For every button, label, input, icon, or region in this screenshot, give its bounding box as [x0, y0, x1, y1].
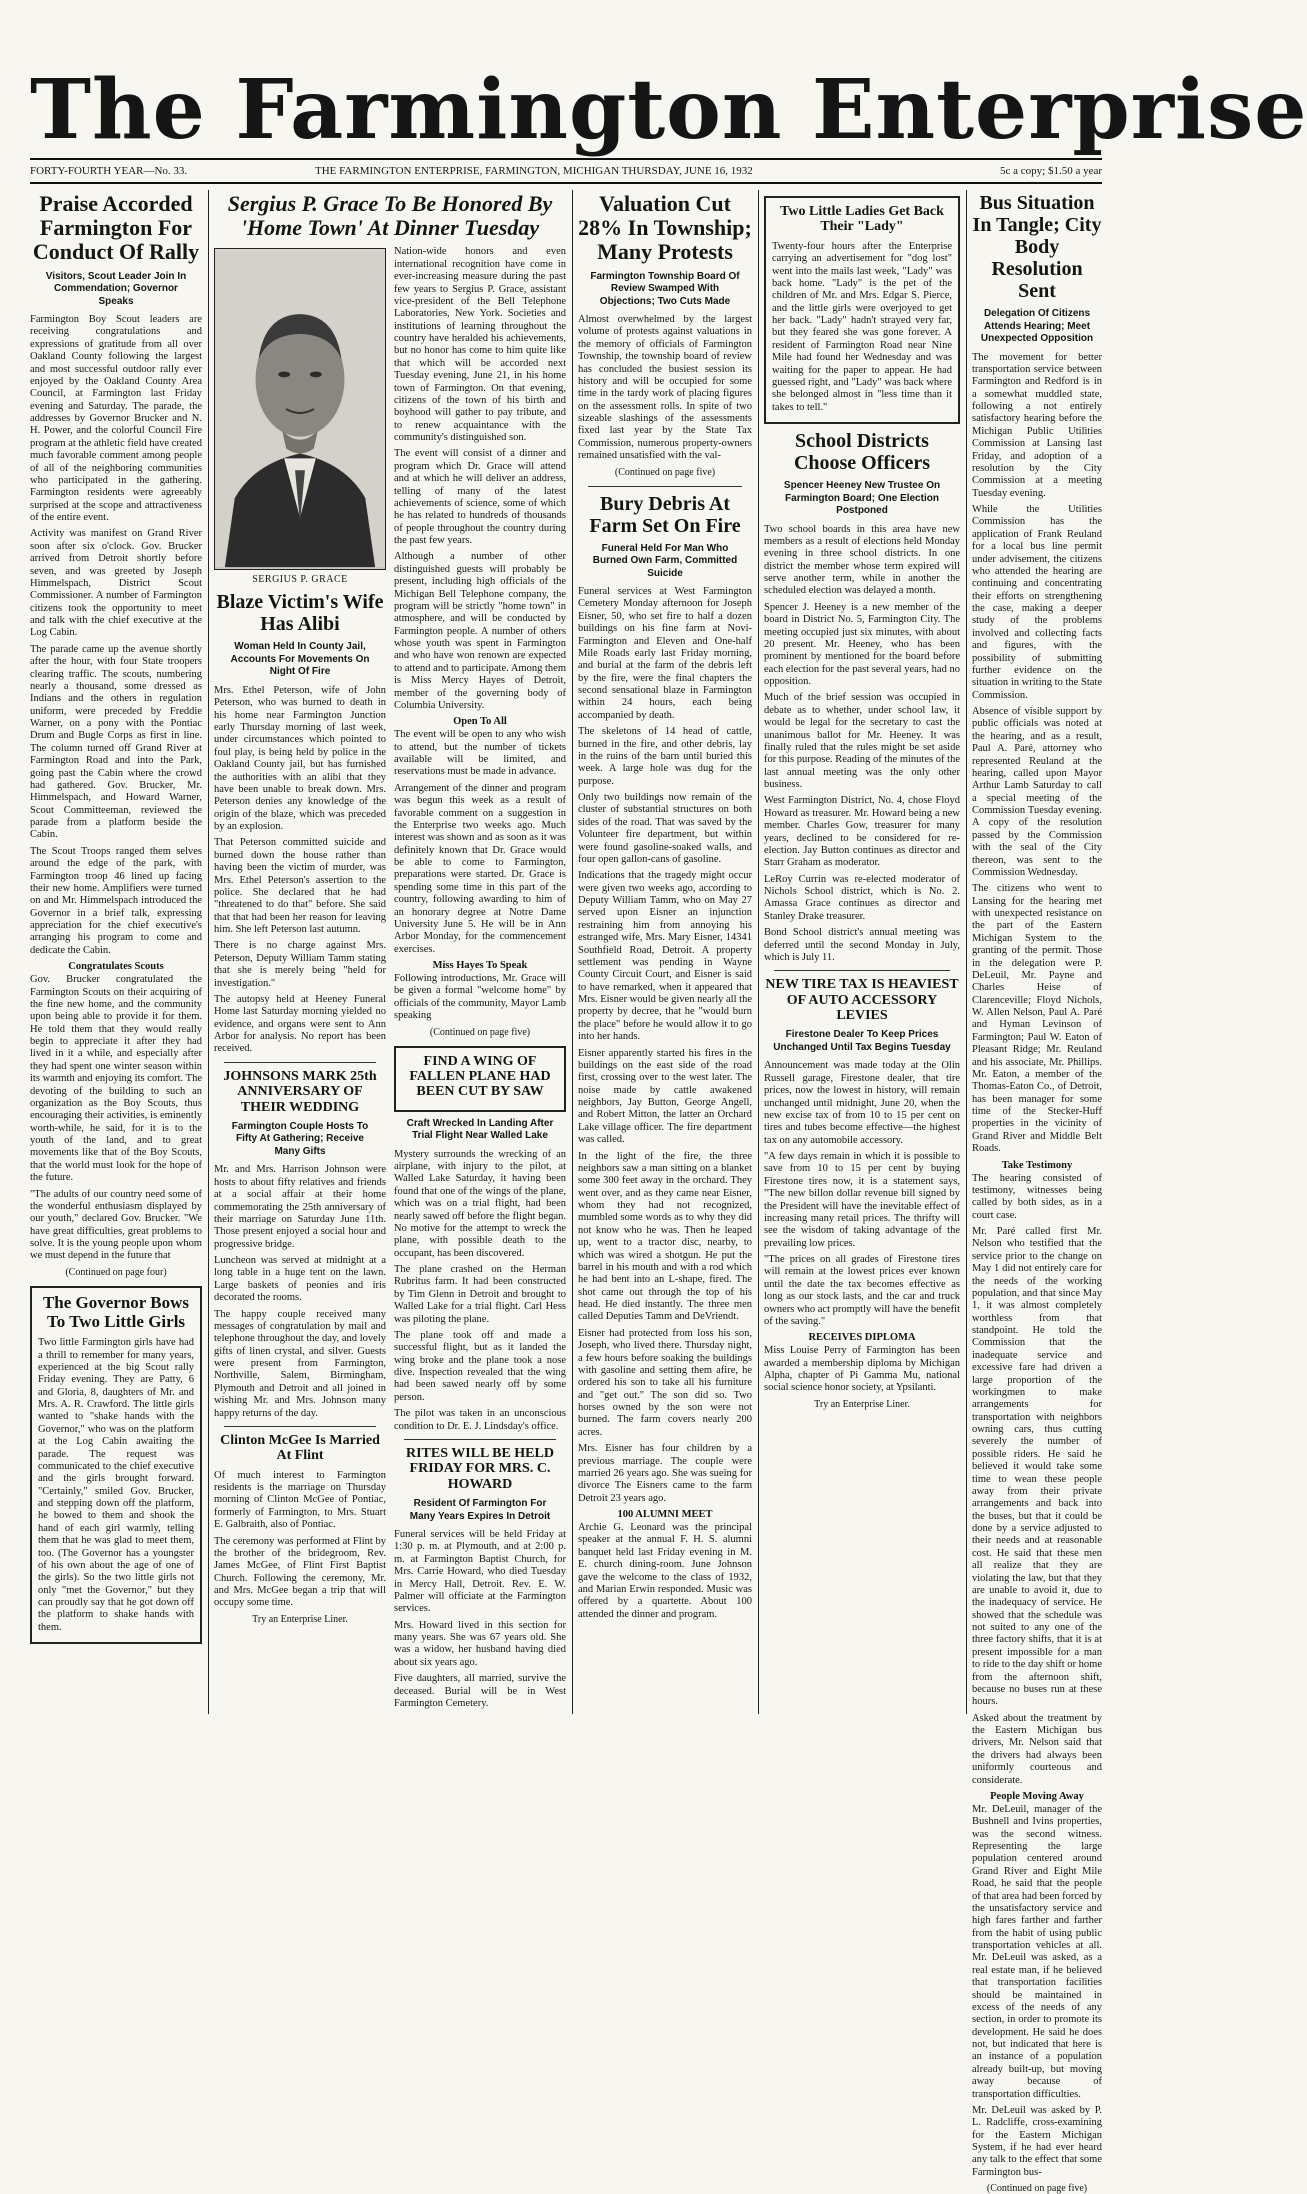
article-paragraph: Twenty-four hours after the Enterprise carrying an advertisement for "dog lost" went into the mails last week, "Lady" was back home. "Lady" is the pet of the children of Mr. and Mrs. Edgar S. Pierce, and the little girls were overjoyed to get her back. "Lady" hadn't strayed very far, but they feared she was gone forever. A resident of Farmington Road near Nine Mile had found her Wednesday and was waiting for the paper to appear. He had guessed right, and "Lady" was back where she belonged almost in "less time than it takes to tell." [772, 240, 952, 413]
article-paragraph: The movement for better transportation service between Farmington and Redford is in a somewhat muddled state, following a not entirely satisfactory hearing before the Michigan Public Utilities Commission at Lansing last Friday, and adoption of a resolution by the City Commission at a meeting Tuesday evening. [972, 351, 1102, 499]
article-paragraph: The event will be open to any who wish to attend, but the number of tickets available will be limited, and reservations must be made in advance. [394, 729, 566, 778]
article-paragraph: There is no charge against Mrs. Peterson, Deputy William Tamm stating that she is merely being "held for investigation." [214, 940, 386, 989]
article-paragraph: Only two buildings now remain of the cluster of substantial structures on both sides of the road. That was saved by the Volunteer fire department, but within were found gasoline-soaked walls, and four open gallon-cans of gasoline. [578, 792, 752, 865]
deck-fallen-plane: Craft Wrecked In Landing After Trial Flight Near Walled Lake [406, 1117, 554, 1142]
headline-diploma: RECEIVES DIPLOMA [808, 1332, 916, 1344]
article-paragraph: Absence of visible support by public officials was noted at the hearing, and as a result, Paul A. Paré, attorney who represented Reuland at the hearing, called upon Mayor Arthur Lamb Saturday to call a special meeting of the Commission Tuesday evening. A copy of the resolution passed by the Commission with the seal of the City thereon, was sent to the Commission Wednesday. [972, 706, 1102, 878]
column-1 [30, 190, 202, 1714]
article-paragraph: Of much interest to Farmington residents is the marriage on Thursday morning of Clinton McGee of Pontiac, formerly of Farmington, to Mrs. Stuart E. Galbraith, also of Pontiac. [214, 1469, 386, 1531]
article-paragraph: Eisner had protected from loss his son, Joseph, who lived there. Thursday night, a few hours before soaking the buildings with gasoline and setting them afire, he ordered his son to take all his furniture and "get out." The son did so. Two horses owned by the son were not burned. The farm covers nearly 200 acres. [578, 1327, 752, 1438]
deck-bury-debris: Funeral Held For Man Who Burned Own Farm, Committed Suicide [592, 542, 738, 579]
article-paragraph: Much of the brief session was occupied in debate as to whether, under school law, it would be legal for the secretary to cast the unanimous ballot for Mr. Heeney. It was finally ruled that the rules might be set aside for this purpose. Reading of the minutes of the last annual meeting was the only other business. [764, 692, 960, 791]
article-paragraph: The happy couple received many messages of congratulation by mail and telephone throughout the day, and lovely gifts of linen crystal, and silver. Guests were present from Farmington, Northville, Salem, Birmingham, Plymouth and Detroit and all joined in wishing Mr. and Mrs. Johnson many happy returns of the day. [214, 1308, 386, 1419]
deck-tire-tax: Firestone Dealer To Keep Prices Unchanged Until Tax Begins Tuesday [773, 1029, 951, 1053]
article-paragraph: Gov. Brucker congratulated the Farmington Scouts on their acquiring of the fine new home, and the community upon being able to provide it for them. He told them that they would really begin to appreciate it after they had lived in it a while, and especially after they had spent one winter season within its warmth and enjoying its comfort. The devoting of the building to such an organization as the Boy Scouts, thus encouraging their activities, is eminently worth-while, he said, for it is to the youth of the land, and to great movements like that of the Boy Scouts, that the world must look for the hope of the future. [30, 974, 202, 1184]
article-paragraph: West Farmington District, No. 4, chose Floyd Howard as treasurer. Mr. Howard being a new member. Charles Gow, treasurer for many years, declined to be considered for re-election. Jay Button continues as director and Starr Graham as moderator. [764, 795, 960, 869]
article-paragraph: Mrs. Ethel Peterson, wife of John Peterson, who was burned to death in his home near Farmington Junction early Thursday morning of last week, under circumstances which pointed to foul play, is being held by police in the Oakland County jail, but has furnished the authorities with an alibi that they have been unable to break down. Mrs. Peterson denies any knowledge of the origin of the blaze, which was preceded by an explosion. [214, 684, 386, 832]
column-4 [764, 190, 960, 1714]
portrait-caption: SERGIUS P. GRACE [252, 574, 348, 586]
article-paragraph: Mr. and Mrs. Harrison Johnson were hosts to about fifty relatives and friends at a social affair at their home commemorating the 25th anniversary of their marriage on Saturday June 11th. Those present enjoyed a social hour and progressive bridge. [214, 1164, 386, 1250]
deck-valuation-cut: Farmington Township Board Of Review Swamped With Objections; Two Cuts Made [590, 270, 740, 307]
article-paragraph: The skeletons of 14 head of cattle, burned in the fire, and other debris, lay in the ruins of the barn until buried this week. A large hole was dug for the purpose. [578, 726, 752, 787]
article-divider [404, 1439, 556, 1440]
article-paragraph: Luncheon was served at midnight at a long table in a huge tent on the lawn. Large baskets of peonies and iris decorated the rooms. [214, 1255, 386, 1304]
headline-lady: Two Little Ladies Get Back Their "Lady" [780, 204, 944, 235]
subhead: People Moving Away [990, 1790, 1084, 1802]
article-paragraph: The plane took off and made a successful flight, but as it landed the wing broke and the plane took a nose dive. Inspection revealed that the wing had been sawed nearly off by some person. [394, 1329, 566, 1403]
column-rule [966, 190, 967, 1714]
continued-note: (Continued on page four) [65, 1266, 167, 1278]
article-paragraph: Although a number of other distinguished guests will probably be present, including high officials of the Michigan Bell Telephone company, the program will be strictly "home town" in atmosphere, and will be conducted by Farmington people. A number of others whose youth was spent in Farmington and who have won renown are expected to attend and to participate. Among them is Miss Mercy Hayes of Detroit, member of the governing body of Columbia University. [394, 551, 566, 711]
headline-blaze-victim: Blaze Victim's Wife Has Alibi [216, 591, 384, 636]
article-paragraph: Following introductions, Mr. Grace will be given a formal "welcome home" by officials of the community, Mayor Lamb speaking [394, 973, 566, 1022]
headline-tire-tax: NEW TIRE TAX IS HEAVIEST OF AUTO ACCESSORY LEVIES [765, 977, 959, 1024]
lady-box [764, 196, 960, 424]
headline-scout-rally: Praise Accorded Farmington For Conduct Of Rally [32, 191, 200, 265]
continued-note: (Continued on page five) [429, 1026, 531, 1038]
continued-note: (Continued on page five) [614, 466, 716, 478]
volume-number: FORTY-FOURTH YEAR—No. 33. [30, 165, 188, 177]
deck-blaze-victim: Woman Held In County Jail, Accounts For Movements On Night Of Fire [230, 641, 370, 678]
deck-scout-rally: Visitors, Scout Leader Join In Commendation; Governor Speaks [45, 270, 187, 307]
deck-school-districts: Spencer Heeney New Trustee On Farmington Board; One Election Postponed [783, 480, 941, 517]
portrait-image [215, 249, 385, 569]
deck-bus-situation: Delegation Of Citizens Attends Hearing; Meet Unexpected Opposition [980, 308, 1094, 344]
subhead: Congratulates Scouts [68, 961, 164, 973]
article-paragraph: Nation-wide honors and even international recognition have come in ever-increasing measure during the past few years to Sergius P. Grace, assistant vice-president of the Bell Telephone Laboratories, New York. Societies and institutions of learning throughout the country have heralded his achievements, but no honor has come to him quite like that which will be accorded next Tuesday evening, June 21, in his home town of Farmington. On that evening, citizens of the town of his birth and boyhood will gather to pay tribute, and to renew acquaintance with the community's distinguished son. [394, 246, 566, 443]
article-divider [588, 486, 742, 487]
masthead-title: The Farmington Enterprise [30, 62, 1307, 158]
article-paragraph: The pilot was taken in an unconscious condition to Dr. E. J. Lindsday's office. [394, 1408, 566, 1432]
deck-johnsons: Farmington Couple Hosts To Fifty At Gathering; Receive Many Gifts [231, 1120, 369, 1157]
grace-right-column [394, 246, 566, 1714]
column-5 [972, 190, 1103, 2194]
article-divider [224, 1062, 376, 1063]
article-paragraph: Funeral services at West Farmington Cemetery Monday afternoon for Joseph Eisner, 50, who set fire to half a dozen buildings on his fine farm at Novi-Farmington and Eleven and One-half Mile Roads early last Friday morning, and burial at the farm of the debris left by the fire, were the final chapters the second sensational blaze in Farmington within 24 hours, each being accompanied by death. [578, 586, 752, 721]
deck-rites-howard: Resident Of Farmington For Many Years Expires In Detroit [409, 1498, 551, 1522]
article-divider [774, 970, 950, 971]
article-paragraph: Miss Louise Perry of Farmington has been awarded a membership diploma by Michigan Alpha, chapter of Pi Gamma Mu, national social science honor society, at Ypsilanti. [764, 1345, 960, 1394]
article-paragraph: Arrangement of the dinner and program was begun this week as a result of favorable comment on a suggestion in the Enterprise two weeks ago. Much interest was shown and as soon as it was definitely known that Dr. Grace would be able to come to Farmington, preparations were started. Dr. Grace is spending some time in this part of the country, following awarding to him of an honorary degree at Notre Dame University June 5. He will be in Ann Arbor Monday, for the commencement exercises. [394, 782, 566, 955]
column-3 [578, 190, 752, 1714]
article-paragraph: The plane crashed on the Herman Rubritus farm. It had been constructed by Tim Glenn in Detroit and brought to Walled Lake for a trial flight. Carl Hess was piloting the plane. [394, 1264, 566, 1325]
subhead: Open To All [453, 716, 507, 728]
article-paragraph: Farmington Boy Scout leaders are receiving congratulations and expressions of gratitude from all over Oakland County following the largest and most successful outdoor rally ever enjoyed by the Oakland County Area Council, at Farmington last Friday evening and Saturday. The parade, the addresses by Governor Brucker and N. H. Power, and the colorful Council Fire program at the athletic field have created much favorable comment among people of all of the neighboring communities who participated in the gathering. Farmington residents were agreeably surprised at the scope and attractiveness of the entire event. [30, 314, 202, 524]
article-paragraph: The hearing consisted of testimony, witnesses being called by both sides, as in a court case. [972, 1172, 1102, 1221]
headline-sergius-grace: Sergius P. Grace To Be Honored By 'Home Town' At Dinner Tuesday [227, 191, 553, 241]
article-paragraph: Mr. Paré called first Mr. Nelson who testified that the service prior to the change on May 1 did not entirely care for the needs of the working population, and that since May 1, it was almost completely worthless from that standpoint. He told the Commission that the inadequate service and excessive fare had driven a large proportion of the workingmen to make arrangements for transportation with neighbors owning cars, thus cutting severely the number of possible riders. He said he believed it would take some time to wean these people away from their private arrangements and back into the buses, but that it could be done by a service adjusted to their needs and at reasonable cost. He said that these men all realize that they are violating the law, but that they are unable to avoid it, due to the inadequacy of service. He showed that the schedule was not suited to any one of the three factory shifts, that it is at present impossible for a man to ride to the day shift or home from the afternoon shift, because no buses run at these hours. [972, 1226, 1102, 1708]
article-paragraph: Announcement was made today at the Olin Russell garage, Firestone dealer, that tire prices, now the lowest in history, will remain unchanged until midnight, June 20, when the new excise tax of from 10 to 15 per cent on tires and tubes become effective—the highest tax on any automobile accessory. [764, 1060, 960, 1146]
article-paragraph: Mrs. Howard lived in this section for many years. She was 67 years old. She was a widow, her husband having died about six years ago. [394, 1619, 566, 1668]
headline-clinton-mcgee: Clinton McGee Is Married At Flint [220, 1432, 380, 1464]
article-paragraph: Two little Farmington girls have had a thrill to remember for many years, experienced at the big Scout rally Friday evening. They are Patty, 6 and Gloria, 8, daughters of Mr. and Mrs. A. R. Crawford. The little girls wanted to "shake hands with the Governor," who was on the platform at the Log Cabin awaiting the parade. The request was communicated to the chief executive and the girls brought forward. "Certainly," smiled Gov. Brucker, and stepping down off the platform, he bowed to them and shook the hand of each girl warmly, telling them that he was glad to meet them, too. (The Governor has a youngster of his own about the age of one of the girls). So the two little girls not only "met the Governor," but they can proudly say that he got down off the platform to shake hands with them. [38, 1337, 194, 1633]
article-paragraph: Almost overwhelmed by the largest volume of protests against valuations in the memory of officials of Farmington Township, the township board of review has concluded the busiest session its history and will be occupied for some time in the tardy work of placing figures on the assessment rolls. In spite of two sizeable slashings of the assessments fixed last year by the State Tax Commission, numerous property-owners remained unsatisfied with the val- [578, 314, 752, 462]
liner-ad: Try an Enterprise Liner. [814, 1398, 910, 1410]
liner-ad: Try an Enterprise Liner. [252, 1613, 348, 1625]
portrait-photo [214, 248, 386, 570]
article-paragraph: LeRoy Currin was re-elected moderator of Nichols School district, which is No. 2. Amassa Grace continues as director and Stanley Drake treasurer. [764, 873, 960, 922]
headline-governor-bows: The Governor Bows To Two Little Girls [42, 1292, 190, 1331]
article-divider [224, 1426, 376, 1427]
governor-bows-box [30, 1286, 202, 1644]
headline-johnsons: JOHNSONS MARK 25th ANNIVERSARY OF THEIR WEDDING [223, 1068, 377, 1115]
article-paragraph: "The prices on all grades of Firestone tires will remain at the lowest prices ever known until the date the tax becomes effective as long as our stock lasts, and the car and truck owners who act promptly will have the benefit of the saving." [764, 1254, 960, 1327]
article-paragraph: Five daughters, all married, survive the deceased. Burial will be in West Farmington Cemetery. [394, 1673, 566, 1709]
article-paragraph: Spencer J. Heeney is a new member of the board in District No. 5, Farmington City. The meeting occupied just six minutes, with about 20 present. Mr. Heeney, who has been prominent by mentioned for the board before each election for the past several years, had no opposition. [764, 601, 960, 688]
grace-section [214, 246, 566, 1714]
column-2 [214, 190, 566, 1714]
article-paragraph: "The adults of our country need some of the wonderful enthusiasm displayed by our youth," declared Gov. Brucker. "We have great difficulties, great problems to solve. It is the young people upon whom we must depend in the future that [30, 1188, 202, 1262]
wing-box [394, 1046, 566, 1112]
headline-bury-debris: Bury Debris At Farm Set On Fire [589, 492, 741, 537]
article-paragraph: The citizens who went to Lansing for the hearing met with unexpected resistance on the part of the Eastern Michigan System to the granting of the permit. Those in the delegation were P. DeLeuil, Mr. Payne and Charles Heise of Clarenceville; Floyd Nichols, W. Allen Nelson, Paul A. Paré and Hyman Levinson of Farmington; Paul W. Eaton of Pleasant Ridge; Mr. Reuland and his associate, Mr. Phillips. Mr. Eaton, a member of the Thomas-Eaton Co., of Detroit, has been manager for some time of the Stecker-Huff properties in the vicinity of Grand River and Middle Belt Roads. [972, 883, 1102, 1155]
grace-left-column [214, 246, 386, 1714]
column-rule [758, 190, 759, 1714]
publication-date: THE FARMINGTON ENTERPRISE, FARMINGTON, MICHIGAN THURSDAY, JUNE 16, 1932 [315, 165, 753, 177]
article-paragraph: "A few days remain in which it is possible to save from 10 to 15 per cent by buying Firestone tires now, it is a statement says, "The new billon dollar revenue bill signed by the President will have the inevitable effect of increasing many retail prices. The thrifty will see the wisdom of taking advantage of the prevailing low prices. [764, 1151, 960, 1249]
continued-note: (Continued on page five) [986, 2183, 1088, 2194]
article-paragraph: The ceremony was performed at Flint by the brother of the bridegroom, Rev. James McGee, of Flint First Baptist Church. Following the ceremony, Mr. and Mrs. McGee began a trip that will occupy some time. [214, 1535, 386, 1609]
article-paragraph: The parade came up the avenue shortly after the hour, with four State troopers clearing traffic. The scouts, numbering nearly a thousand, some dressed as Indians and the others in regulation uniform, were preceded by Freddie Warner, on a pony with the Pontiac Drum and Bugle Corps as first in line. The column turned off Grand River at Farmington Road and into the Park, going past the Cabin where the crowd had gathered. Gov. Brucker, Mr. Himmelspach, and Howard Warner, Scout Committeeman, reviewed the parade from a platform beside the Cabin. [30, 643, 202, 841]
article-paragraph: Funeral services will be held Friday at 1:30 p. m. at Plymouth, and at 2:00 p. m. at Farmington Baptist Church, for Mrs. Carrie Howard, who died Tuesday in Mercy Hall, Detroit. Rev. E. W. Palmer will officiate at the Farmington services. [394, 1529, 566, 1615]
headline-alumni: 100 ALUMNI MEET [617, 1509, 713, 1521]
price: 5c a copy; $1.50 a year [999, 165, 1102, 177]
article-paragraph: The autopsy held at Heeney Funeral Home last Saturday morning yielded no evidence, and organs were sent to Ann Arbor for analysis. No report has been received. [214, 993, 386, 1055]
dateline [30, 158, 1102, 184]
article-paragraph: The event will consist of a dinner and program which Dr. Grace will attend and at which he will deliver an address, telling of many of the latest achievements of science, some of which he has related to hundreds of thousands of people throughout the country during the past few years. [394, 448, 566, 546]
subhead: Take Testimony [1001, 1159, 1073, 1171]
article-paragraph: Eisner apparently started his fires in the buildings on the east side of the road first, crossing over to the west later. The noise made by cattle awakened neighbors, Jay Button, George Angell, and Robert Mitton, the latter an Orchard Lake village officer. The fire department was called. [578, 1047, 752, 1146]
headline-bus-situation: Bus Situation In Tangle; City Body Resolution Sent [972, 192, 1102, 302]
article-paragraph: Archie G. Leonard was the principal speaker at the annual F. H. S. alumni banquet held last Friday evening in M. E. church dining-room. June Johnson gave the welcome to the class of 1932, and Marian Erwin responded. Music was offered by a quartette. About 100 attended the dinner and program. [578, 1522, 752, 1620]
article-paragraph: In the light of the fire, the three neighbors saw a man sitting on a blanket some 300 feet away in the orchard. They went over, and as they came near Eisner, whom they had not recognized, mumbled some words as to why they did not know who he was. Then he leaped up, went to a tractor disc, nearby, to which was wired a shotgun. He put the barrel in his mouth and with a rod which he had bent into an L-shape, fired. The shot came out through the top of his head. He died instantly. The three men called Deputies Tamm and DeVriendt. [578, 1150, 752, 1323]
article-paragraph: While the Utilities Commission has the application of Frank Reuland for a local bus line permit under advisement, the citizens who attended the hearing are continuing and concentrating their efforts on strengthening the case, making a deeper study of the problems involved and collecting facts and figures, with the possibility of submitting further evidence on the situation in writing to the State Commission. [972, 504, 1102, 701]
article-paragraph: That Peterson committed suicide and burned down the house rather than having been the victim of murder, was Mrs. Ethel Peterson's assertion to the police. She declared that he had "threatened to do that" before. She said that that had been her reason for leaving him. She left Peterson last autumn. [214, 837, 386, 935]
headline-rites-howard: RITES WILL BE HELD FRIDAY FOR MRS. C. HOWARD [406, 1445, 554, 1492]
article-paragraph: Mystery surrounds the wrecking of an airplane, with injury to the pilot, at Walled Lake Saturday, it having been found that one of the wings of the plane, which was on a trial flight, had been nearly sawed off before the flight began. No motive for the attempt to wreck the plane, with possible death to the occupant, has been discovered. [394, 1148, 566, 1259]
article-paragraph: Mr. DeLeuil, manager of the Bushnell and Ivins properties, was the second witness. Representing the large population centered around Grand River and Eight Mile Road, he said that the people of that area had been forced by the unsatisfactory service and high fares farther and farther from the habit of using public transportation vehicles at all. Mr. DeLeuil was asked, as a real estate man, if he believed that transportation facilities should be maintained in excess of the needs of any section, in order to promote its development. He said he does not, but indicated that here is an instance of a population already built-up, but moving away because of transportation difficulties. [972, 1803, 1103, 2100]
column-rule [208, 190, 209, 1714]
column-rule [572, 190, 573, 1714]
headline-fallen-plane: FIND A WING OF FALLEN PLANE HAD BEEN CUT BY SAW [409, 1053, 551, 1100]
subhead: Miss Hayes To Speak [432, 960, 528, 971]
article-paragraph: Mr. DeLeuil was asked by P. L. Radcliffe, cross-examining for the Eastern Michigan System, if he had ever heard any talk to the effect that some Farmington bus- [972, 2104, 1102, 2178]
article-paragraph: Two school boards in this area have new members as a result of elections held Monday evening in three school districts. In one district the member whose term expired will serve another term, while in another the scheduled election was delayed a month. [764, 523, 960, 597]
article-paragraph: Activity was manifest on Grand River soon after six o'clock. Gov. Brucker arrived from Detroit shortly before seven, and was greeted by Joseph Himmelspach, District Scout Commissioner. A number of Farmington citizens took the opportunity to meet and talk with the chief executive at the Log Cabin. [30, 528, 202, 639]
article-paragraph: Indications that the tragedy might occur were given two weeks ago, according to Deputy William Tamm, who on May 27 served upon Eisner an injunction restraining him from annoying his estranged wife, Mrs. Mary Eisner, 14341 Southfield Road, Detroit. A property settlement was pending in Wayne County Circuit Court, and Eisner is said to have remarked, when it appeared that Mrs. Eisner would be given nearly all the property by decree, that he "would burn the place" before he would allow it to go into her hands. [578, 870, 752, 1043]
article-paragraph: Mrs. Eisner has four children by a previous marriage. The couple were married 26 years ago. She was sueing for divorce The Eisners came to the farm Detroit 23 years ago. [578, 1443, 752, 1504]
headline-valuation-cut: Valuation Cut 28% In Township; Many Protests [578, 191, 752, 265]
article-paragraph: The Scout Troops ranged them selves around the edge of the park, with Farmington troop 46 lined up facing their new home. Amplifiers were turned on and Mr. Himmelspach introduced the Governor in a brief talk, expressing appreciation for the chief executive's arranging his program to come and dedicate the Cabin. [30, 845, 202, 956]
headline-school-districts: School Districts Choose Officers [793, 430, 931, 475]
article-paragraph: Bond School district's annual meeting was deferred until the second Monday in July, which is July 11. [764, 927, 960, 963]
article-paragraph: Asked about the treatment by the Eastern Michigan bus drivers, Mr. Nelson said that the drivers had always been uniformly courteous and considerate. [972, 1712, 1102, 1786]
